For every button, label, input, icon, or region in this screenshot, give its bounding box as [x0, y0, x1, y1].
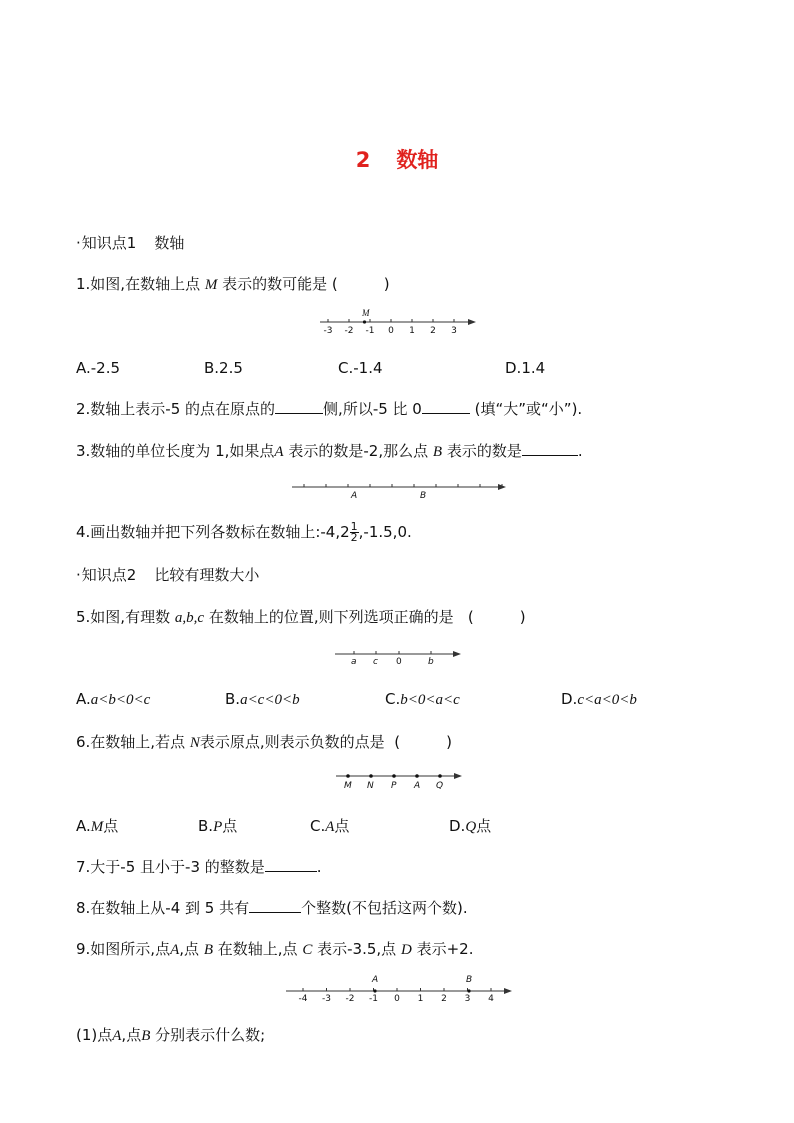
point-label-n: N	[367, 781, 374, 791]
point-label-b: b	[428, 657, 434, 667]
q1-axis-tick-label: -1	[365, 326, 375, 336]
question-2: 2.数轴上表示-5 的点在原点的 侧,所以-5 比 0 (填“大”或“小”).	[76, 400, 583, 418]
point-label-p: P	[391, 781, 397, 791]
point-label-q: Q	[436, 781, 444, 791]
page-title	[0, 144, 794, 174]
point-m	[363, 320, 366, 323]
point-label-m: M	[344, 781, 352, 791]
option-a[interactable]: A.a<b<0<c	[76, 690, 151, 708]
section-label: 知识点2	[81, 566, 137, 584]
option-d[interactable]: D.1.4	[505, 359, 546, 377]
question-7: 7.大于-5 且小于-3 的整数是 .	[76, 858, 322, 876]
point-label-a: A	[351, 491, 358, 501]
point-label-a: A	[414, 781, 421, 791]
number-line-q3	[290, 478, 510, 502]
option-d[interactable]: D.c<a<0<b	[561, 690, 637, 708]
option-a[interactable]: A.-2.5	[76, 359, 121, 377]
q9-axis-tick-label: 0	[394, 994, 400, 1004]
question-9-part-1: (1)点A,点B 分别表示什么数;	[76, 1026, 266, 1044]
answer-blank[interactable]	[275, 399, 323, 414]
q1-axis-tick-label: 3	[451, 326, 457, 336]
section-heading-2: ·知识点2 比较有理数大小	[76, 566, 260, 584]
answer-blank[interactable]	[265, 857, 317, 872]
option-b[interactable]: B.2.5	[204, 359, 243, 377]
point-label-b: B	[420, 491, 427, 501]
option-b[interactable]: B.P点	[198, 817, 238, 835]
question-9: 9.如图所示,点A,点 B 在数轴上,点 C 表示-3.5,点 D 表示+2.	[76, 940, 474, 958]
q9-axis-tick-label: -2	[345, 994, 355, 1004]
question-6: 6.在数轴上,若点 N表示原点,则表示负数的点是 ( )	[76, 733, 452, 751]
answer-blank[interactable]	[422, 399, 470, 414]
q1-axis-tick-label: -2	[344, 326, 354, 336]
section-name: 比较有理数大小	[154, 566, 260, 584]
q1-axis-tick-label: 1	[409, 326, 415, 336]
q9-axis-tick-label: -1	[369, 994, 378, 1004]
number-line-q5	[333, 647, 465, 671]
point-label-c: c	[373, 657, 378, 667]
fraction: $\frac{1}{2}$	[350, 520, 358, 544]
number-line-q1	[318, 306, 478, 336]
q1-axis-tick-label: 0	[388, 326, 394, 336]
question-4: 4.画出数轴并把下列各数标在数轴上:-4,2 $\frac{1}{2}$ ,-1.5,0.	[76, 520, 412, 544]
point-label-b: B	[466, 975, 473, 985]
answer-blank[interactable]	[249, 898, 301, 913]
option-c[interactable]: C.-1.4	[338, 359, 383, 377]
option-a[interactable]: A.M点	[76, 817, 119, 835]
number-line-q9	[284, 972, 516, 1006]
q1-axis-tick-label: 2	[430, 326, 436, 336]
number-line-q6	[334, 770, 466, 794]
q9-axis-tick-label: -3	[322, 994, 331, 1004]
q9-axis-tick-label: 2	[441, 994, 447, 1004]
title-number: 2	[355, 148, 371, 172]
question-8: 8.在数轴上从-4 到 5 共有 个整数(不包括这两个数).	[76, 899, 468, 917]
point-label-a: a	[351, 657, 357, 667]
q9-axis-tick-label: 1	[417, 994, 424, 1004]
question-5: 5.如图,有理数 a,b,c 在数轴上的位置,则下列选项正确的是 ( )	[76, 608, 526, 626]
q9-axis-tick-label: 3	[464, 994, 471, 1004]
title-text: 数轴	[396, 148, 439, 172]
option-b[interactable]: B.a<c<0<b	[225, 690, 300, 708]
option-c[interactable]: C.b<0<a<c	[385, 690, 460, 708]
question-1: 1.如图,在数轴上点 M 表示的数可能是 ( )	[76, 275, 390, 293]
point-label-zero: 0	[396, 657, 402, 667]
q9-axis-tick-label: 4	[488, 994, 494, 1004]
section-label: 知识点1	[81, 234, 137, 252]
answer-blank[interactable]	[522, 441, 578, 456]
point-label-m: M	[362, 308, 370, 318]
option-c[interactable]: C.A点	[310, 817, 350, 835]
question-3: 3.数轴的单位长度为 1,如果点A 表示的数是-2,那么点 B 表示的数是 .	[76, 442, 583, 460]
section-name: 数轴	[154, 234, 185, 252]
section-heading-1: ·知识点1 数轴	[76, 234, 185, 252]
q9-axis-tick-label: -4	[298, 994, 308, 1004]
point-label-a: A	[372, 975, 379, 985]
option-d[interactable]: D.Q点	[449, 817, 492, 835]
q1-axis-tick-label: -3	[323, 326, 333, 336]
